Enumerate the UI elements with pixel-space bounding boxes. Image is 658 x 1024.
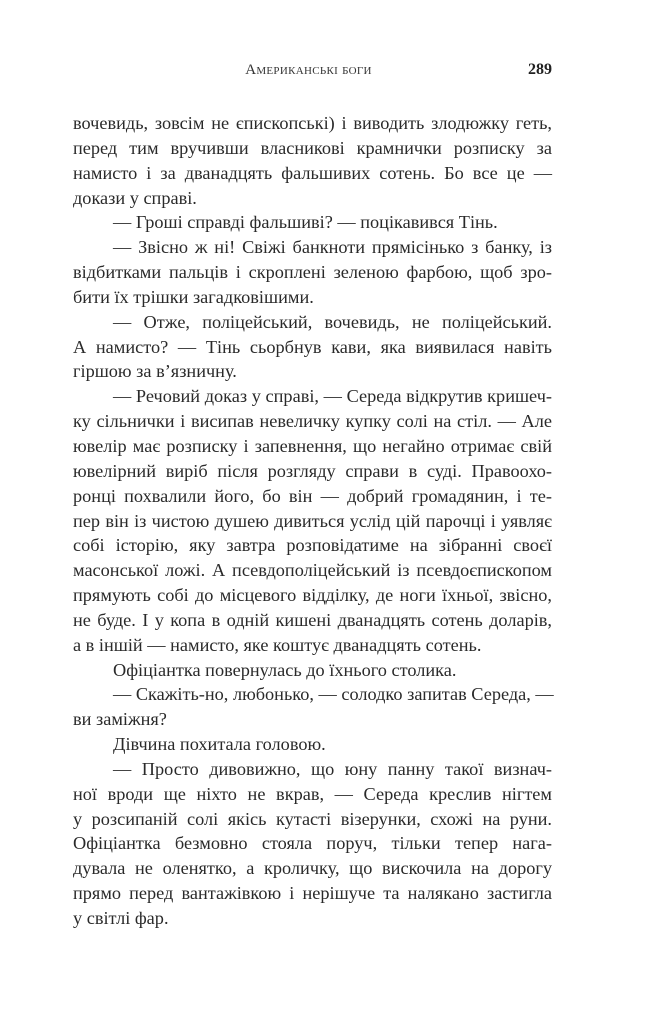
- text-line: у розсипаній солі якісь кутасті візерунки, схожі на руни.: [73, 808, 552, 829]
- paragraph: [73, 682, 552, 732]
- text-line: не буде. І у копа в одній кишені дванадцять сотень доларів,: [73, 609, 552, 630]
- text-line: ви заміжня?: [73, 709, 167, 730]
- text-line: Дівчина похитала головою.: [113, 734, 326, 755]
- paragraph: [73, 210, 552, 235]
- text-line: собі історію, яку завтра розповідатиме на зібранні своєї: [73, 535, 552, 556]
- text-line: відбитками пальців і скроплені зеленою фарбою, щоб зро-: [73, 262, 552, 283]
- text-line: Офіціантка безмовно стояла поруч, тільки тепер нага-: [73, 833, 552, 854]
- text-line: намисто і за дванадцять фальшивих сотень. Бо все це —: [73, 162, 552, 183]
- text-line: ювелір має розписку і запевнення, що негайно отримає свій: [73, 435, 552, 456]
- paragraph: [73, 658, 552, 683]
- body-text: [73, 111, 552, 931]
- paragraph: [73, 757, 552, 931]
- text-line: гіршою за в’язничну.: [73, 361, 237, 382]
- text-line: — Гроші справді фальшиві? — поцікавився Тінь.: [113, 212, 498, 233]
- text-line: перед тим вручивши власникові крамнички розписку за: [73, 137, 552, 158]
- text-line: ної вроди ще ніхто не вкрав, — Середа креслив нігтем: [73, 783, 552, 804]
- paragraph: [73, 384, 552, 657]
- text-line: масонської ложі. А псевдополіцейський із псевдоєпископом: [73, 560, 552, 581]
- text-line: у світлі фар.: [73, 908, 169, 928]
- text-line: ювелірний виріб після розгляду справи в суді. Правоохо-: [73, 460, 552, 481]
- text-line: а в іншій — намисто, яке коштує дванадцять сотень.: [73, 634, 482, 655]
- paragraph: [73, 235, 552, 310]
- paragraph: [73, 732, 552, 757]
- paragraph: [73, 310, 552, 385]
- paragraph: [73, 111, 552, 210]
- text-line: — Звісно ж ні! Свіжі банкноти прямісінько з банку, із: [113, 237, 552, 258]
- text-line: бити їх трішки загадковішими.: [73, 286, 314, 307]
- text-line: — Речовий доказ у справі, — Середа відкрутив кришеч-: [113, 386, 552, 407]
- text-line: пер він із чистою душею дивиться услід цій парочці і уявляє: [73, 510, 552, 531]
- running-header: [73, 62, 552, 88]
- text-line: ку сільнички і висипав невеличку купку солі на стіл. — Але: [73, 411, 552, 432]
- text-line: докази у справі.: [73, 187, 197, 208]
- text-line: — Просто дивовижно, що юну панну такої визнач-: [113, 758, 552, 779]
- text-line: А намисто? — Тінь сьорбнув кави, яка виявилася навіть: [73, 336, 552, 357]
- text-line: вочевидь, зовсім не єпископські) і виводить злодюжку геть,: [73, 113, 552, 133]
- text-line: Офіціантка повернулась до їхнього столика.: [113, 659, 457, 680]
- text-line: прямують собі до місцевого відділку, де ноги їхньої, звісно,: [73, 585, 552, 606]
- page-number: 289: [528, 61, 552, 78]
- text-line: — Отже, поліцейський, вочевидь, не поліцейський.: [113, 311, 552, 332]
- text-line: ронці похвалили його, бо він — добрий громадянин, і те-: [73, 485, 552, 506]
- text-line: дувала не оленятко, а кроличку, що вискочила на дорогу: [73, 858, 552, 879]
- text-line: прямо перед вантажівкою і нерішуче та налякано застигла: [73, 883, 552, 904]
- book-title: Американські боги: [245, 62, 372, 78]
- text-line: — Скажіть-но, любонько, — солодко запитав Середа, —: [113, 684, 554, 705]
